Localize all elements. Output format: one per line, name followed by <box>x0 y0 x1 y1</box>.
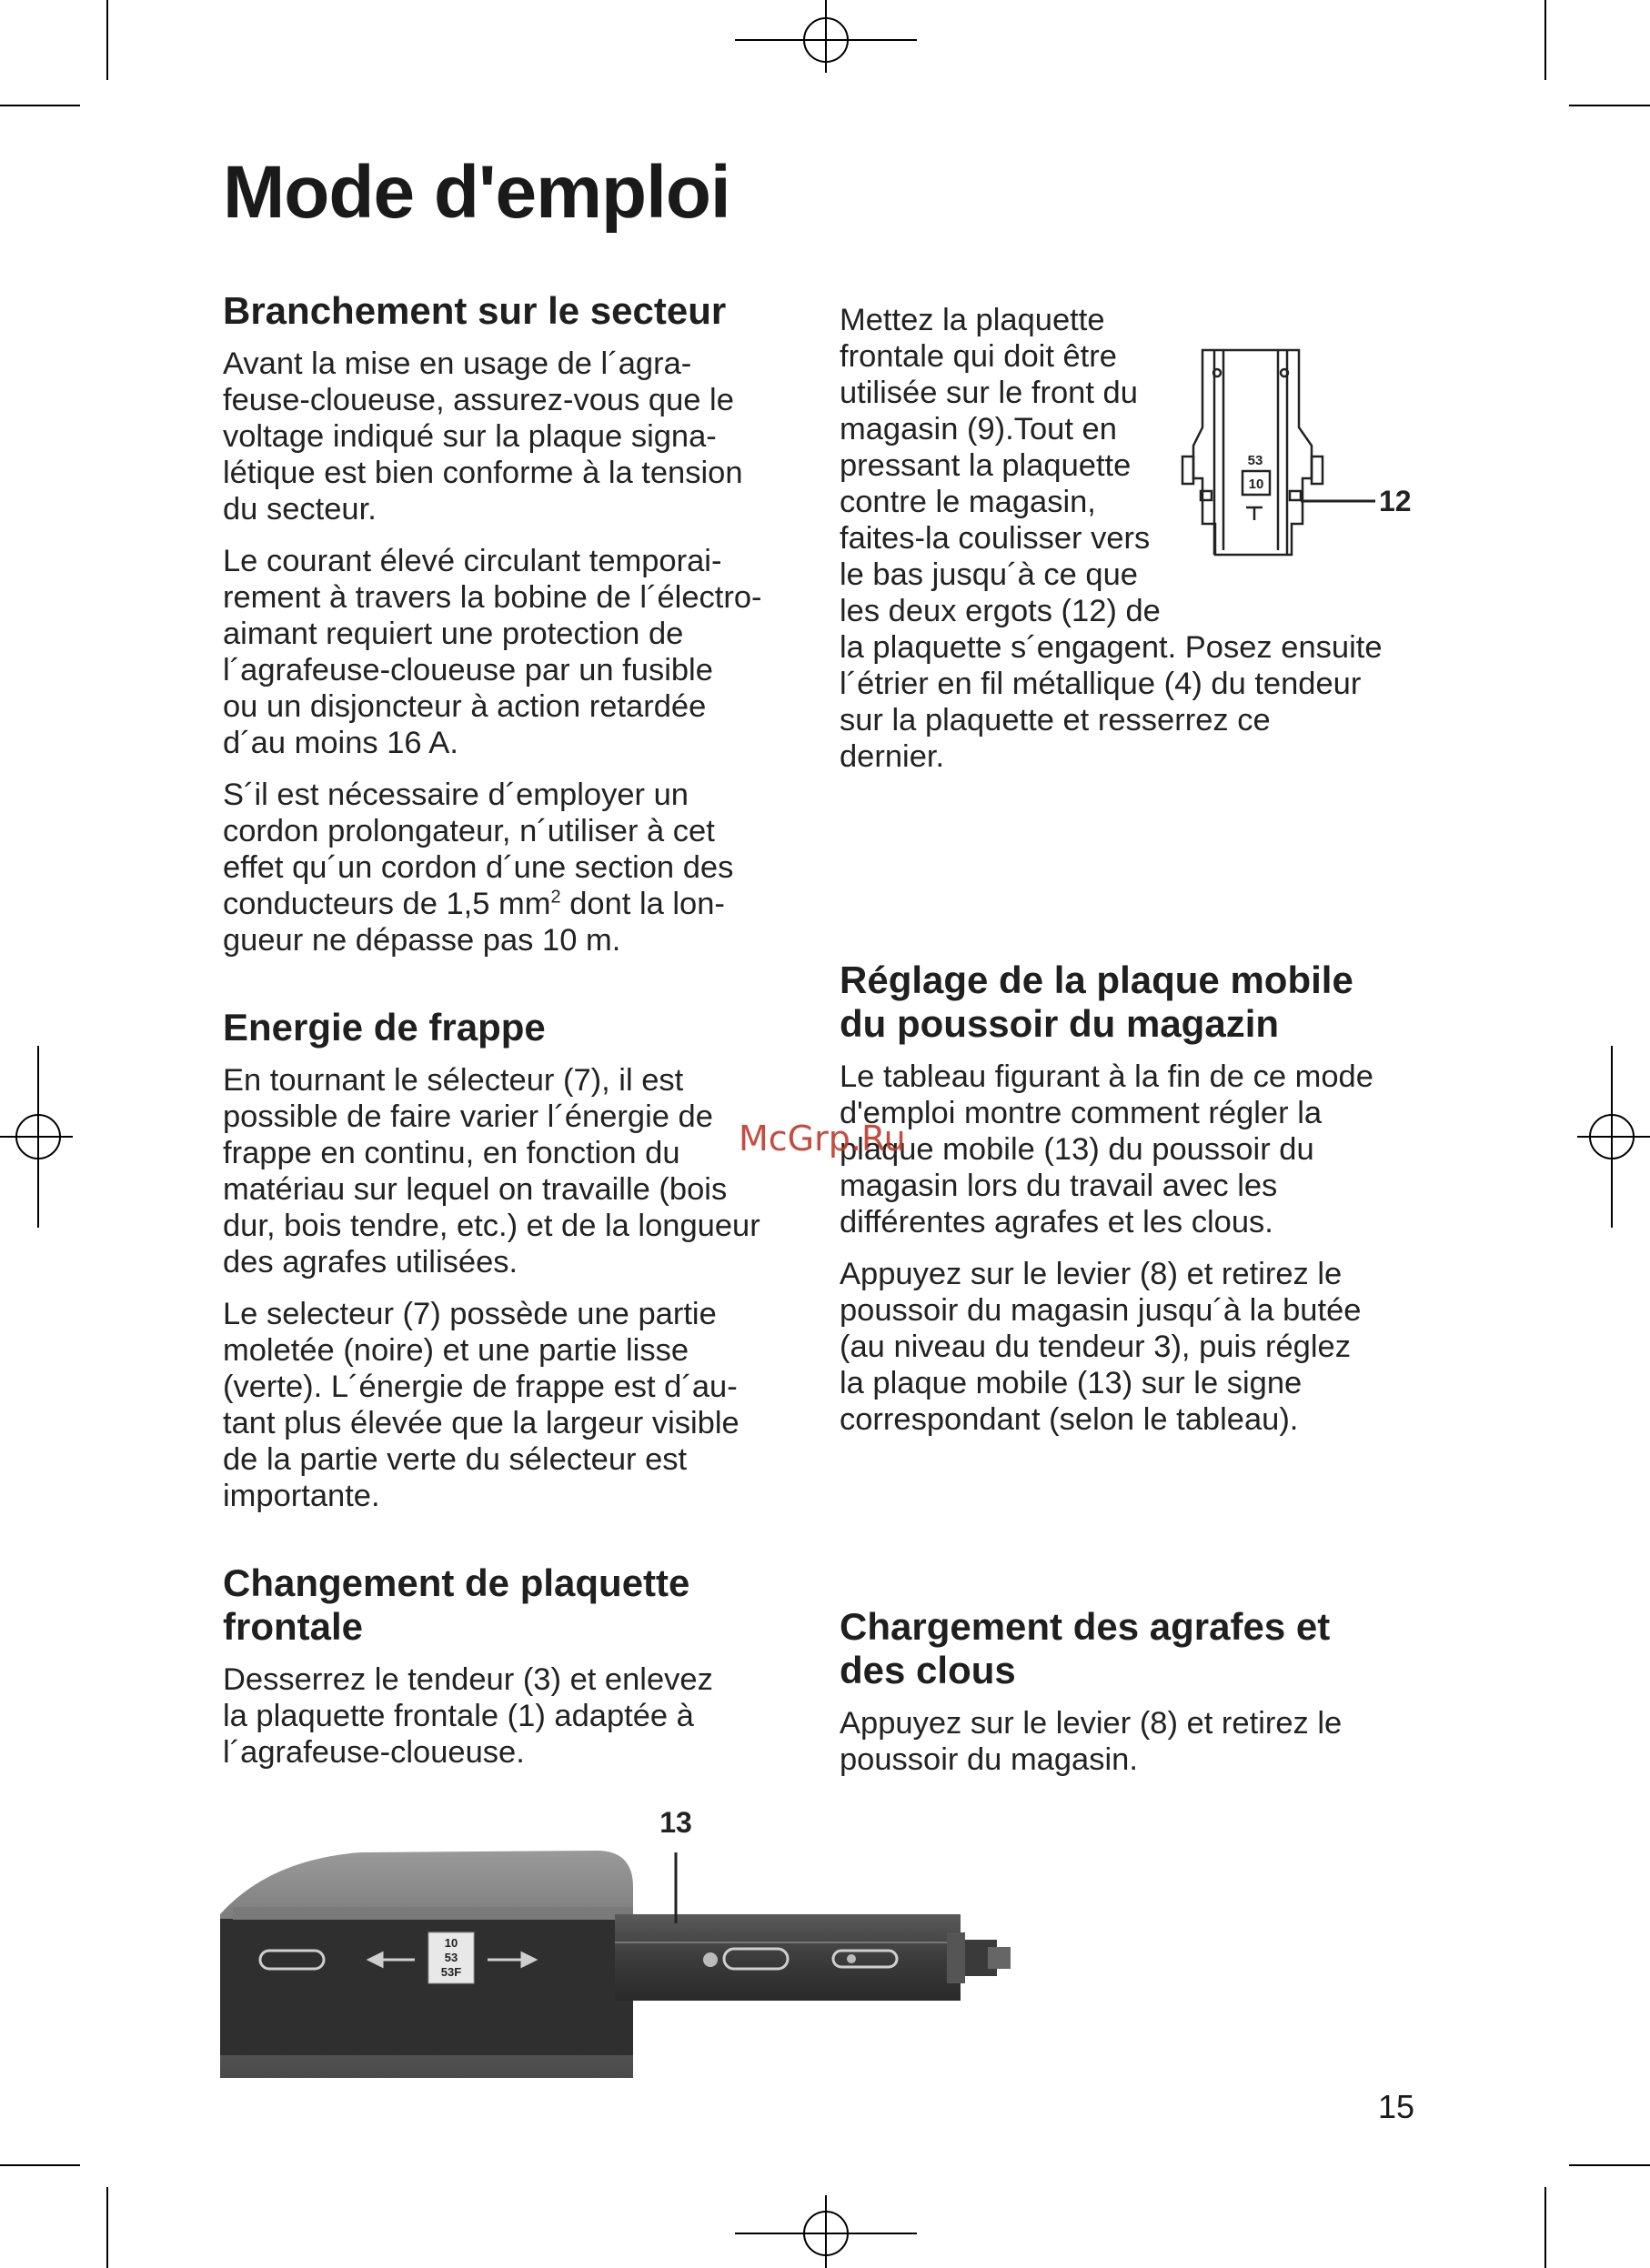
text-line: Le selecteur (7) possède une partie <box>223 1297 717 1331</box>
registration-mark <box>735 0 917 73</box>
text-line: pressant la plaquette <box>840 448 1132 483</box>
paragraph <box>840 1705 1494 1778</box>
text-line: gueur ne dépasse pas 10 m. <box>223 923 621 958</box>
pusher-label-10: 10 <box>444 1936 458 1950</box>
pusher-label-53f: 53F <box>440 1965 462 1979</box>
section-heading-changement <box>223 1561 805 1649</box>
paragraph <box>223 346 805 527</box>
callout-12: 12 <box>1379 485 1412 517</box>
text-line: Le tableau figurant à la fin de ce mode <box>840 1059 1373 1094</box>
plate-mark-10: 10 <box>1248 477 1264 492</box>
text-line: Appuyez sur le levier (8) et retirez le <box>840 1257 1343 1291</box>
page-title: Mode d'emploi <box>223 151 730 234</box>
text-line: Mettez la plaquette <box>840 303 1105 337</box>
text-line: les deux ergots (12) de <box>840 594 1161 628</box>
text-fragment: conducteurs de 1,5 mm <box>223 887 551 921</box>
text-line: tant plus élevée que la largeur visible <box>223 1406 739 1440</box>
crop-mark <box>0 2164 80 2166</box>
text-line: Appuyez sur le levier (8) et retirez le <box>840 1706 1343 1741</box>
crop-mark <box>1544 2187 1546 2268</box>
crop-mark <box>106 2187 108 2268</box>
text-line: d´au moins 16 A. <box>223 726 458 760</box>
registration-mark <box>1577 1046 1650 1228</box>
text-line: Desserrez le tendeur (3) et enlevez <box>223 1662 713 1697</box>
text-line: possible de faire varier l´énergie de <box>223 1099 713 1134</box>
text-line: plaque mobile (13) du poussoir du <box>840 1132 1314 1167</box>
text-line: d'emploi montre comment régler la <box>840 1096 1323 1130</box>
paragraph <box>223 543 805 761</box>
text-line: S´il est nécessaire d´employer un <box>223 778 689 812</box>
text-line: Le courant élevé circulant temporai- <box>223 544 722 578</box>
text-line: magasin (9).Tout en <box>840 412 1117 447</box>
paragraph <box>223 777 805 958</box>
text-line: frappe en continu, en fonction du <box>223 1136 680 1170</box>
text-line: sur la plaquette et resserrez ce <box>840 703 1271 738</box>
paragraph <box>223 1062 805 1280</box>
text-line: faites-la coulisser vers <box>840 521 1151 556</box>
crop-mark <box>1569 2164 1650 2166</box>
section-heading-energie: Energie de frappe <box>223 1006 546 1049</box>
text-line: magasin lors du travail avec les <box>840 1169 1278 1203</box>
text-line: utilisée sur le front du <box>840 376 1138 410</box>
text-line: Avant la mise en usage de l´agra- <box>223 346 692 381</box>
text-line: voltage indiqué sur la plaque signa- <box>223 419 717 454</box>
heading-line: du poussoir du magazin <box>840 1002 1280 1045</box>
text-line: (verte). L´énergie de frappe est d´au- <box>223 1370 738 1404</box>
text-line: moletée (noire) et une partie lisse <box>223 1333 689 1368</box>
plate-mark-53: 53 <box>1247 453 1263 468</box>
paragraph <box>840 1256 1494 1438</box>
text-line: rement à travers la bobine de l´électro- <box>223 580 762 615</box>
text-line: des agrafes utilisées. <box>223 1245 518 1280</box>
text-line: aimant requiert une protection de <box>223 617 684 651</box>
text-line: le bas jusqu´à ce que <box>840 557 1138 592</box>
text-line: cordon prolongateur, n´utiliser à cet <box>223 814 715 848</box>
text-line: poussoir du magasin. <box>840 1742 1138 1777</box>
text-line: la plaquette frontale (1) adaptée à <box>223 1699 694 1733</box>
section-heading-chargement <box>840 1605 1494 1692</box>
section-heading-branchement: Branchement sur le secteur <box>223 289 727 332</box>
magazine-pusher-illustration <box>215 1805 1015 2105</box>
heading-line: des clous <box>840 1649 1016 1691</box>
text-line: létique est bien conforme à la tension <box>223 456 743 490</box>
registration-mark <box>0 1046 73 1228</box>
heading-line: Réglage de la plaque mobile <box>840 958 1353 1001</box>
text-line: correspondant (selon le tableau). <box>840 1402 1299 1437</box>
heading-line: Changement de plaquette <box>223 1561 690 1604</box>
superscript: 2 <box>550 887 561 908</box>
text-line: feuse-cloueuse, assurez-vous que le <box>223 383 734 417</box>
page-number: 15 <box>1378 2088 1415 2125</box>
crop-mark <box>0 105 80 106</box>
front-plate-diagram <box>1173 346 1464 564</box>
left-column <box>223 289 805 1786</box>
paragraph <box>223 1661 805 1771</box>
text-line: poussoir du magasin jusqu´à la butée <box>840 1293 1362 1328</box>
heading-line: Chargement des agrafes et <box>840 1605 1331 1648</box>
text-line: de la partie verte du sélecteur est <box>223 1442 688 1477</box>
text-fragment: dont la lon- <box>560 887 725 921</box>
registration-mark <box>735 2195 917 2268</box>
crop-mark <box>1569 105 1650 106</box>
text-line: l´agrafeuse-cloueuse. <box>223 1735 525 1770</box>
text-line: la plaquette s´engagent. Posez ensuite <box>840 630 1383 665</box>
text-line <box>223 886 805 922</box>
text-line: du secteur. <box>223 492 377 527</box>
text-line: importante. <box>223 1479 380 1513</box>
paragraph <box>223 1296 805 1514</box>
text-line: En tournant le sélecteur (7), il est <box>223 1063 684 1098</box>
text-line: effet qu´un cordon d´une section des <box>223 850 734 885</box>
crop-mark <box>106 0 108 80</box>
text-line: l´agrafeuse-cloueuse par un fusible <box>223 653 713 687</box>
text-line: matériau sur lequel on travaille (bois <box>223 1172 728 1207</box>
crop-mark <box>1544 0 1546 80</box>
paragraph <box>840 1059 1494 1240</box>
text-line: contre le magasin, <box>840 485 1096 519</box>
pusher-label-53: 53 <box>444 1951 458 1964</box>
text-line: différentes agrafes et les clous. <box>840 1205 1273 1239</box>
heading-line: frontale <box>223 1605 364 1648</box>
text-line: dur, bois tendre, etc.) et de la longueur <box>223 1209 760 1243</box>
callout-13: 13 <box>659 1806 692 1839</box>
watermark: McGrp.Ru <box>739 1119 906 1159</box>
text-line: l´étrier en fil métallique (4) du tendeur <box>840 667 1362 701</box>
section-heading-reglage <box>840 958 1494 1046</box>
text-line: ou un disjoncteur à action retardée <box>223 689 707 724</box>
text-line: (au niveau du tendeur 3), puis réglez <box>840 1330 1351 1364</box>
text-line: dernier. <box>840 739 945 774</box>
text-line: frontale qui doit être <box>840 339 1117 374</box>
text-line: la plaque mobile (13) sur le signe <box>840 1366 1303 1400</box>
